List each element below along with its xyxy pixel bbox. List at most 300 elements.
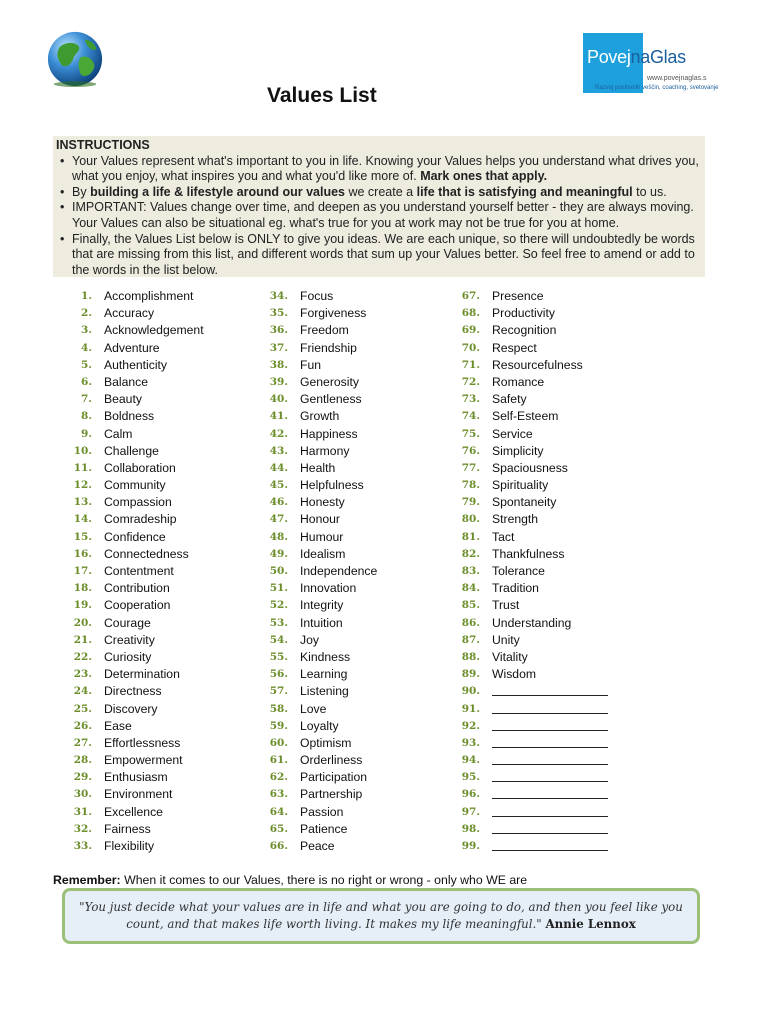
value-number: 28. xyxy=(73,754,92,767)
value-label: Safety xyxy=(492,392,527,407)
value-number: 96. xyxy=(461,788,480,801)
value-label: Health xyxy=(300,460,336,475)
value-label: Calm xyxy=(104,426,133,441)
value-label: Innovation xyxy=(300,581,357,596)
value-item xyxy=(63,408,243,425)
value-item xyxy=(63,838,243,855)
value-number: 29. xyxy=(73,771,92,784)
value-label: Humour xyxy=(300,529,344,544)
value-number: 81. xyxy=(461,530,480,543)
value-number: 16. xyxy=(73,547,92,560)
value-number: 63. xyxy=(269,788,288,801)
value-number: 43. xyxy=(269,444,288,457)
value-label: Accuracy xyxy=(104,306,155,321)
value-item xyxy=(451,477,631,494)
value-number: 8. xyxy=(81,410,92,423)
value-item xyxy=(451,752,631,769)
value-number: 1. xyxy=(81,290,92,302)
value-label: Confidence xyxy=(104,529,166,544)
value-number: 52. xyxy=(269,599,288,612)
value-item xyxy=(63,718,243,735)
value-number: 10. xyxy=(73,444,92,457)
value-number: 3. xyxy=(81,324,92,337)
value-item xyxy=(259,563,439,580)
value-label: Listening xyxy=(300,684,349,699)
value-number: 68. xyxy=(461,307,480,320)
value-label: Optimism xyxy=(300,735,352,750)
value-label: Authenticity xyxy=(104,357,168,372)
value-item xyxy=(451,408,631,425)
value-item xyxy=(451,666,631,683)
value-number: 46. xyxy=(269,496,288,509)
value-item xyxy=(63,322,243,339)
value-item xyxy=(259,701,439,718)
values-column-3 xyxy=(451,288,631,855)
value-label: Resourcefulness xyxy=(492,357,583,372)
value-item xyxy=(63,288,243,305)
quote-box xyxy=(62,888,700,944)
value-label: Passion xyxy=(300,804,344,819)
quote-author: Annie Lennox xyxy=(545,917,636,931)
value-number: 86. xyxy=(461,616,480,629)
value-number: 56. xyxy=(269,668,288,681)
value-label: Boldness xyxy=(104,409,155,424)
value-label: Honour xyxy=(300,512,340,527)
value-blank-line[interactable] xyxy=(492,838,608,851)
value-label: Independence xyxy=(300,564,378,578)
value-number: 13. xyxy=(73,496,92,509)
value-label: Wisdom xyxy=(492,667,537,682)
value-label: Kindness xyxy=(300,649,351,664)
value-label: Gentleness xyxy=(300,392,362,407)
value-label: Spontaneity xyxy=(492,495,557,510)
value-item xyxy=(259,821,439,838)
value-label: Focus xyxy=(300,289,334,303)
value-label: Contribution xyxy=(104,581,170,596)
value-item xyxy=(63,460,243,477)
value-item xyxy=(451,357,631,374)
value-item xyxy=(259,443,439,460)
value-item xyxy=(451,511,631,528)
value-number: 37. xyxy=(269,341,288,354)
value-item xyxy=(259,529,439,546)
value-item xyxy=(451,322,631,339)
value-label: Vitality xyxy=(492,649,528,664)
value-item xyxy=(259,580,439,597)
value-item xyxy=(259,408,439,425)
logo-name: PovejnaGlas xyxy=(587,47,686,67)
value-number: 90. xyxy=(461,685,480,698)
value-item xyxy=(259,632,439,649)
quote-text: "You just decide what your values are in life and what you are going to do, and then you feel like you count, and that makes life worth living. It makes my life meaningful." xyxy=(79,900,683,931)
value-label: Tolerance xyxy=(492,564,545,578)
value-label: Partnership xyxy=(300,787,363,802)
value-label: Trust xyxy=(492,598,520,613)
value-item xyxy=(259,666,439,683)
value-item xyxy=(63,580,243,597)
value-label: Strength xyxy=(492,512,539,527)
value-blank-line[interactable] xyxy=(492,735,608,748)
value-number: 53. xyxy=(269,616,288,629)
value-number: 83. xyxy=(461,565,480,577)
value-label: Recognition xyxy=(492,323,557,338)
value-label: Enthusiasm xyxy=(104,770,168,785)
instruction-item: • Finally, the Values List below is ONLY to give you ideas. We are each unique, so there will undoubtedly be words that are missing from this list, and different words that sum up your Values better. So feel free to amend or add to the words in the list below. xyxy=(56,232,702,279)
value-item xyxy=(259,426,439,443)
value-label: Excellence xyxy=(104,804,163,819)
value-label: Courage xyxy=(104,615,151,630)
values-column-2 xyxy=(259,288,439,855)
value-number: 93. xyxy=(461,736,480,749)
value-label: Environment xyxy=(104,787,173,802)
value-label: Helpfulness xyxy=(300,478,364,493)
value-number: 48. xyxy=(269,530,288,543)
value-number: 65. xyxy=(269,822,288,835)
value-blank-line[interactable] xyxy=(492,752,608,765)
value-item xyxy=(451,391,631,408)
value-label: Friendship xyxy=(300,340,357,355)
value-number: 35. xyxy=(269,307,288,320)
value-item xyxy=(259,391,439,408)
value-label: Joy xyxy=(300,632,319,647)
instructions-heading: INSTRUCTIONS xyxy=(56,138,150,152)
value-number: 91. xyxy=(461,702,480,715)
value-label: Loyalty xyxy=(300,718,339,733)
value-item xyxy=(259,374,439,391)
value-number: 41. xyxy=(269,410,288,423)
value-number: 75. xyxy=(461,427,480,440)
value-label: Empowerment xyxy=(104,753,183,768)
remember-note: Remember: When it comes to our Values, there is no right or wrong - only who WE are xyxy=(53,873,528,887)
value-item xyxy=(451,838,631,855)
value-label: Discovery xyxy=(104,701,158,716)
value-label: Service xyxy=(492,426,533,441)
value-number: 20. xyxy=(73,616,92,629)
value-label: Learning xyxy=(300,667,348,682)
value-label: Intuition xyxy=(300,615,343,630)
value-item xyxy=(451,701,631,718)
value-number: 62. xyxy=(269,771,288,784)
globe-icon xyxy=(46,30,104,88)
value-item xyxy=(259,288,439,305)
value-number: 39. xyxy=(269,375,288,388)
value-number: 67. xyxy=(461,290,480,302)
value-label: Integrity xyxy=(300,598,344,613)
value-label: Participation xyxy=(300,770,368,785)
value-number: 33. xyxy=(73,840,92,852)
logo-url: www.povejnaglas.s xyxy=(647,75,707,82)
value-label: Comradeship xyxy=(104,512,177,527)
value-item xyxy=(63,804,243,821)
value-label: Happiness xyxy=(300,426,358,441)
value-number: 82. xyxy=(461,547,480,560)
value-item xyxy=(451,426,631,443)
value-label: Growth xyxy=(300,409,340,424)
value-item xyxy=(63,769,243,786)
value-item xyxy=(451,580,631,597)
value-item xyxy=(259,597,439,614)
value-item xyxy=(259,769,439,786)
value-number: 71. xyxy=(461,358,480,371)
value-label: Freedom xyxy=(300,323,349,338)
value-label: Unity xyxy=(492,632,520,647)
value-blank-line[interactable] xyxy=(492,821,608,834)
value-number: 61. xyxy=(269,754,288,767)
value-item xyxy=(63,821,243,838)
value-item xyxy=(259,718,439,735)
value-number: 44. xyxy=(269,461,288,474)
value-number: 85. xyxy=(461,599,480,612)
value-blank-line[interactable] xyxy=(492,769,608,782)
value-item xyxy=(451,340,631,357)
value-number: 36. xyxy=(269,324,288,337)
value-number: 89. xyxy=(461,668,480,681)
value-item xyxy=(451,563,631,580)
value-item xyxy=(259,615,439,632)
value-item xyxy=(451,786,631,803)
value-item xyxy=(259,460,439,477)
value-number: 31. xyxy=(73,805,92,818)
value-number: 24. xyxy=(73,685,92,698)
value-item xyxy=(63,752,243,769)
value-number: 73. xyxy=(461,393,480,406)
value-item xyxy=(63,632,243,649)
value-label: Idealism xyxy=(300,546,346,561)
value-number: 7. xyxy=(81,393,92,406)
value-number: 74. xyxy=(461,410,480,423)
logo-tagline: Razvoj poslovnih veščin, coaching, svetovanje xyxy=(595,85,719,91)
value-item xyxy=(63,735,243,752)
value-item xyxy=(63,546,243,563)
value-label: Balance xyxy=(104,374,149,389)
value-item xyxy=(259,477,439,494)
value-item xyxy=(259,511,439,528)
povejnaglas-logo xyxy=(583,33,768,93)
value-number: 78. xyxy=(461,479,480,492)
value-number: 17. xyxy=(73,565,92,577)
value-number: 26. xyxy=(73,719,92,732)
instructions-box xyxy=(53,136,705,277)
value-number: 42. xyxy=(269,427,288,440)
instructions-list xyxy=(56,154,702,279)
value-label: Curiosity xyxy=(104,649,152,664)
value-item xyxy=(259,804,439,821)
value-item xyxy=(63,529,243,546)
value-item xyxy=(259,735,439,752)
value-item xyxy=(63,494,243,511)
value-label: Generosity xyxy=(300,374,359,389)
value-item xyxy=(451,597,631,614)
value-number: 47. xyxy=(269,513,288,526)
value-number: 80. xyxy=(461,513,480,526)
value-number: 94. xyxy=(461,754,480,767)
value-item xyxy=(259,786,439,803)
value-item xyxy=(63,615,243,632)
value-item xyxy=(451,374,631,391)
value-label: Presence xyxy=(492,289,544,303)
value-item xyxy=(451,443,631,460)
value-label: Effortlessness xyxy=(104,735,181,750)
value-label: Peace xyxy=(300,839,335,853)
value-label: Romance xyxy=(492,374,545,389)
value-number: 34. xyxy=(269,290,288,302)
value-item xyxy=(451,649,631,666)
value-number: 79. xyxy=(461,496,480,509)
value-label: Flexibility xyxy=(104,839,155,853)
value-label: Honesty xyxy=(300,495,345,510)
value-item xyxy=(63,683,243,700)
value-label: Contentment xyxy=(104,564,174,578)
value-label: Connectedness xyxy=(104,546,189,561)
value-label: Compassion xyxy=(104,495,172,510)
value-number: 55. xyxy=(269,650,288,663)
value-item xyxy=(259,752,439,769)
value-label: Tact xyxy=(492,529,515,544)
value-label: Forgiveness xyxy=(300,306,367,321)
value-number: 15. xyxy=(73,530,92,543)
value-item xyxy=(451,460,631,477)
value-blank-line[interactable] xyxy=(492,701,608,714)
value-label: Beauty xyxy=(104,392,142,407)
value-number: 95. xyxy=(461,771,480,784)
value-number: 69. xyxy=(461,324,480,337)
value-label: Patience xyxy=(300,821,348,836)
value-item xyxy=(259,340,439,357)
value-item xyxy=(63,340,243,357)
value-item xyxy=(63,511,243,528)
value-item xyxy=(451,494,631,511)
value-item xyxy=(63,305,243,322)
value-number: 87. xyxy=(461,633,480,646)
value-label: Fairness xyxy=(104,821,151,836)
value-item xyxy=(451,821,631,838)
value-label: Love xyxy=(300,701,327,716)
value-number: 11. xyxy=(73,461,92,474)
value-number: 14. xyxy=(73,513,92,526)
value-item xyxy=(259,494,439,511)
value-number: 84. xyxy=(461,582,480,595)
value-item xyxy=(451,804,631,821)
value-item xyxy=(63,391,243,408)
value-number: 50. xyxy=(269,565,288,577)
instruction-item: • IMPORTANT: Values change over time, and deepen as you understand yourself better - they are always moving. Your Values can also be situational eg. what's true for you at work may not be true for you at home. xyxy=(56,200,702,231)
value-number: 60. xyxy=(269,736,288,749)
value-label: Spaciousness xyxy=(492,460,568,475)
value-number: 92. xyxy=(461,719,480,732)
value-number: 38. xyxy=(269,358,288,371)
value-item xyxy=(451,546,631,563)
value-label: Collaboration xyxy=(104,460,176,475)
value-item xyxy=(259,305,439,322)
value-item xyxy=(63,374,243,391)
value-item xyxy=(451,735,631,752)
value-number: 54. xyxy=(269,633,288,646)
value-number: 45. xyxy=(269,479,288,492)
value-number: 72. xyxy=(461,375,480,388)
values-column-1 xyxy=(63,288,243,855)
value-number: 77. xyxy=(461,461,480,474)
value-label: Accomplishment xyxy=(104,289,194,303)
value-blank-line[interactable] xyxy=(492,786,608,799)
value-label: Cooperation xyxy=(104,598,171,613)
value-label: Self-Esteem xyxy=(492,409,559,424)
value-number: 2. xyxy=(81,307,92,320)
value-number: 12. xyxy=(73,479,92,492)
value-number: 76. xyxy=(461,444,480,457)
value-label: Productivity xyxy=(492,306,555,321)
value-item xyxy=(451,305,631,322)
value-number: 6. xyxy=(81,375,92,388)
value-label: Determination xyxy=(104,667,180,682)
value-item xyxy=(259,649,439,666)
instruction-item: • Your Values represent what's important to you in life. Knowing your Values helps you understand what drives you, what you enjoy, what inspires you and what you'd like more of. Mark ones that apply. xyxy=(56,154,702,185)
value-item xyxy=(63,443,243,460)
value-number: 23. xyxy=(73,668,92,681)
value-item xyxy=(451,632,631,649)
value-item xyxy=(259,357,439,374)
value-label: Understanding xyxy=(492,615,572,630)
page-title: Values List xyxy=(267,84,377,107)
value-item xyxy=(63,426,243,443)
value-label: Fun xyxy=(300,357,322,372)
value-number: 97. xyxy=(461,805,480,818)
value-number: 4. xyxy=(81,341,92,354)
value-label: Tradition xyxy=(492,581,539,596)
value-number: 19. xyxy=(73,599,92,612)
value-item xyxy=(451,683,631,700)
value-number: 25. xyxy=(73,702,92,715)
value-blank-line[interactable] xyxy=(492,718,608,731)
value-item xyxy=(63,563,243,580)
value-item xyxy=(451,288,631,305)
value-item xyxy=(63,701,243,718)
value-label: Orderliness xyxy=(300,753,363,768)
value-number: 49. xyxy=(269,547,288,560)
value-number: 9. xyxy=(81,427,92,440)
value-item xyxy=(451,615,631,632)
value-item xyxy=(63,357,243,374)
value-item xyxy=(63,786,243,803)
value-item xyxy=(451,769,631,786)
value-label: Directness xyxy=(104,684,162,699)
value-item xyxy=(63,666,243,683)
value-number: 18. xyxy=(73,582,92,595)
value-number: 27. xyxy=(73,736,92,749)
instruction-item: • By building a life & lifestyle around our values we create a life that is satisfying and meaningful to us. xyxy=(56,185,702,201)
value-item xyxy=(63,597,243,614)
value-number: 5. xyxy=(81,358,92,371)
value-label: Harmony xyxy=(300,443,350,458)
value-item xyxy=(259,683,439,700)
value-blank-line[interactable] xyxy=(492,804,608,817)
value-label: Respect xyxy=(492,340,537,355)
value-number: 58. xyxy=(269,702,288,715)
value-label: Community xyxy=(104,478,166,493)
value-item xyxy=(259,838,439,855)
value-label: Simplicity xyxy=(492,443,544,458)
value-number: 64. xyxy=(269,805,288,818)
value-number: 30. xyxy=(73,788,92,801)
value-item xyxy=(259,322,439,339)
value-number: 51. xyxy=(269,582,288,595)
value-number: 59. xyxy=(269,719,288,732)
value-label: Acknowledgement xyxy=(104,323,204,338)
value-blank-line[interactable] xyxy=(492,683,608,696)
value-number: 70. xyxy=(461,341,480,354)
value-number: 99. xyxy=(461,840,480,852)
value-number: 40. xyxy=(269,393,288,406)
value-label: Challenge xyxy=(104,443,159,458)
